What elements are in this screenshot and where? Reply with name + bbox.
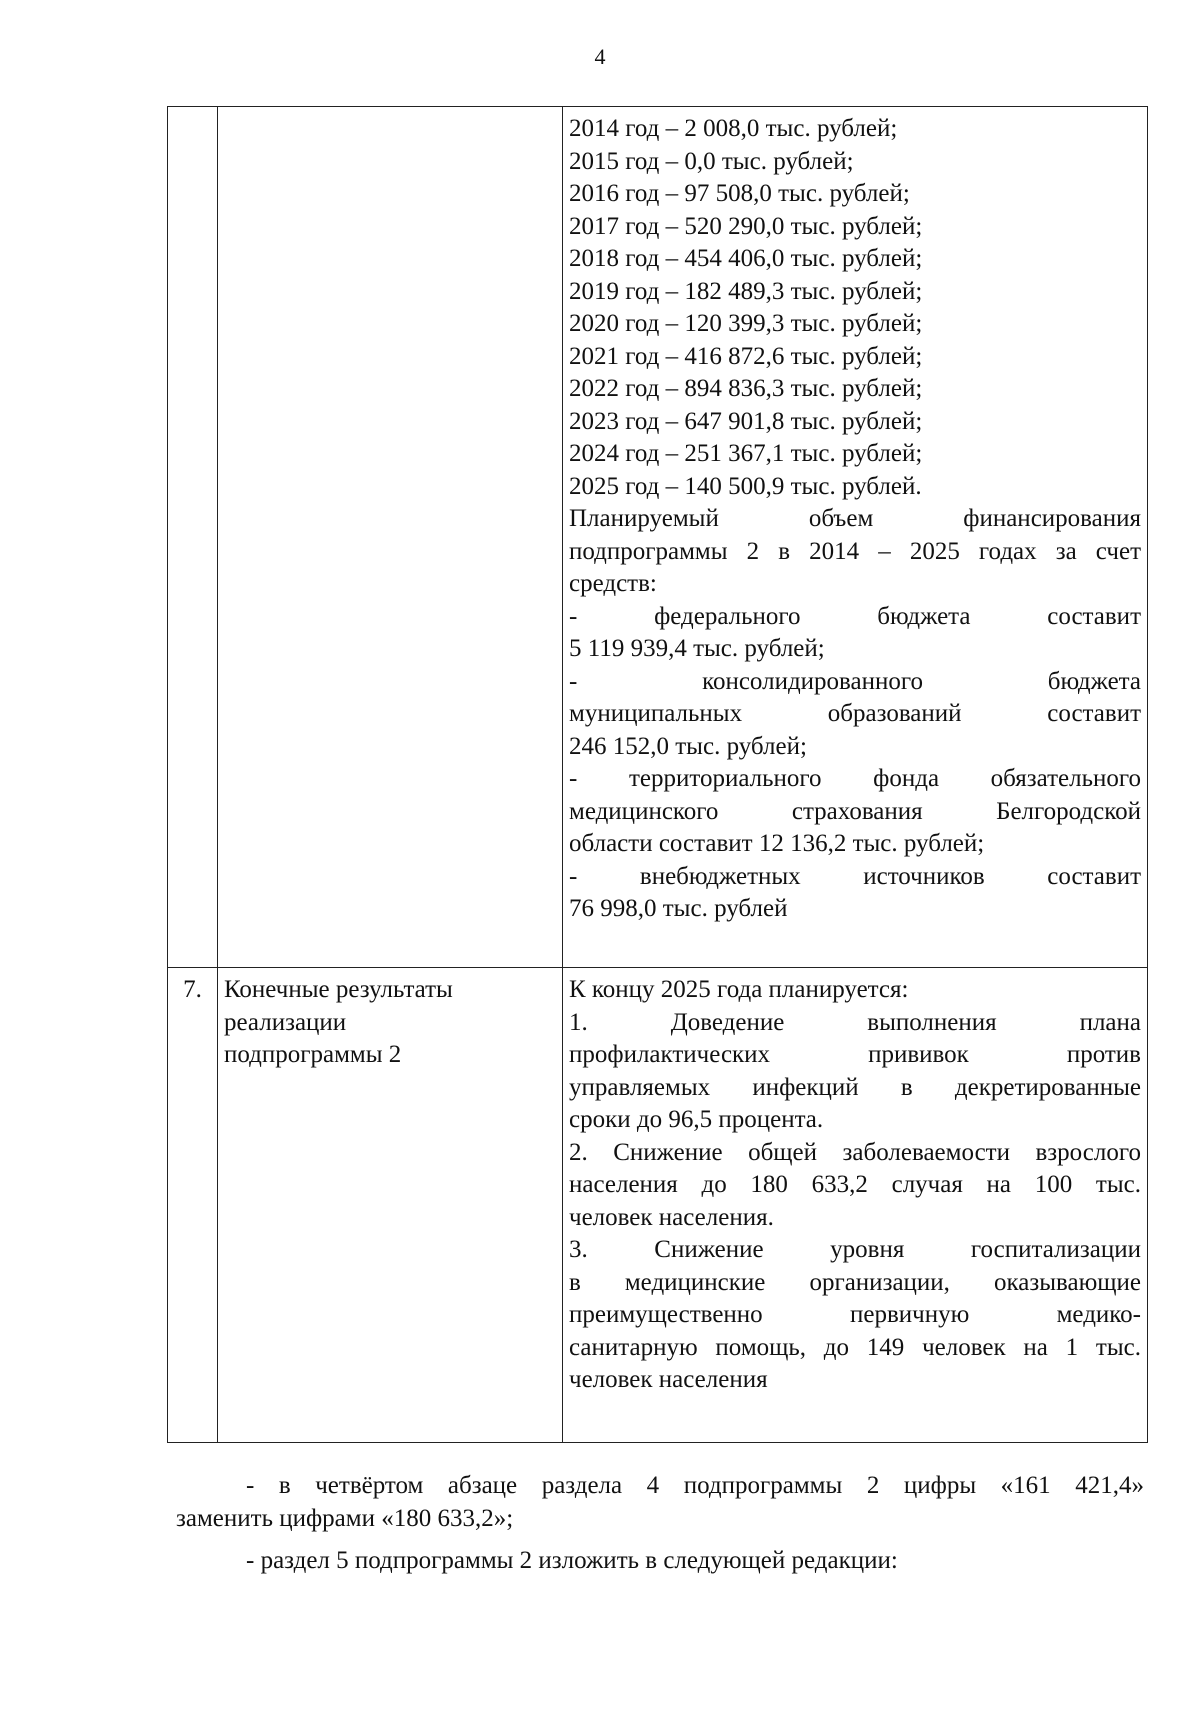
result-line: в медицинские организации, оказывающие [569, 1268, 1141, 1296]
funding-line: - территориального фонда обязательного [569, 765, 1141, 792]
label-line: Конечные результаты [224, 976, 453, 1003]
year-funding-line: 2025 год – 140 500,9 тыс. рублей. [569, 472, 922, 500]
funding-cell [563, 107, 1148, 968]
table-row [168, 107, 1148, 968]
year-funding-line: 2020 год – 120 399,3 тыс. рублей; [569, 310, 923, 337]
funding-line: медицинского страхования Белгородской [569, 797, 1141, 825]
year-funding-line: 2016 год – 97 508,0 тыс. рублей; [569, 180, 910, 207]
row-label [218, 107, 563, 968]
page-number: 4 [594, 44, 606, 69]
amendment-paragraph-2 [246, 1545, 1200, 1578]
year-funding-line: 2021 год – 416 872,6 тыс. рублей; [569, 342, 923, 370]
result-line: 2. Снижение общей заболеваемости взрослого [569, 1138, 1141, 1166]
year-funding-line: 2014 год – 2 008,0 тыс. рублей; [569, 115, 898, 142]
table-row [168, 968, 1148, 1443]
amendment-line: - раздел 5 подпрограммы 2 изложить в следующей редакции: [246, 1547, 898, 1574]
label-line: подпрограммы 2 [224, 1041, 402, 1068]
year-funding-line: 2015 год – 0,0 тыс. рублей; [569, 147, 854, 175]
year-funding-line: 2019 год – 182 489,3 тыс. рублей; [569, 277, 923, 305]
result-line: человек населения [569, 1366, 768, 1393]
funding-line: области составит 12 136,2 тыс. рублей; [569, 830, 985, 857]
funding-line: муниципальных образований составит [569, 700, 1141, 727]
results-cell [563, 968, 1148, 1443]
result-line: преимущественно первичную медико- [569, 1301, 1141, 1328]
funding-line: 5 119 939,4 тыс. рублей; [569, 635, 825, 662]
funding-sources-text [569, 503, 1141, 926]
result-line: 3. Снижение уровня госпитализации [569, 1236, 1141, 1263]
row-number: 7. [168, 968, 218, 1443]
year-funding-line: 2024 год – 251 367,1 тыс. рублей; [569, 440, 923, 467]
result-line: управляемых инфекций в декретированные [569, 1073, 1141, 1101]
yearly-funding-list [569, 113, 1141, 503]
year-funding-line: 2022 год – 894 836,3 тыс. рублей; [569, 375, 923, 402]
passport-table [167, 106, 1148, 1443]
result-line: К концу 2025 года планируется: [569, 976, 909, 1003]
funding-line: - консолидированного бюджета [569, 667, 1141, 695]
row-label [218, 968, 563, 1443]
result-line: человек населения. [569, 1203, 774, 1231]
result-line: сроки до 96,5 процента. [569, 1106, 824, 1133]
year-funding-line: 2018 год – 454 406,0 тыс. рублей; [569, 245, 923, 272]
results-text [569, 974, 1141, 1397]
result-line: 1. Доведение выполнения плана [569, 1008, 1141, 1036]
funding-line: средств: [569, 570, 657, 597]
amendment-paragraph-1 [176, 1470, 1144, 1503]
funding-line: подпрограммы 2 в 2014 – 2025 годах за счет [569, 537, 1141, 565]
funding-line: - федерального бюджета составит [569, 602, 1141, 630]
row-number [168, 107, 218, 968]
amendment-line: - в четвёртом абзаце раздела 4 подпрограммы 2 цифры «161 421,4» [246, 1472, 1144, 1499]
funding-line: 246 152,0 тыс. рублей; [569, 732, 807, 760]
year-funding-line: 2017 год – 520 290,0 тыс. рублей; [569, 212, 923, 240]
funding-line: - внебюджетных источников составит [569, 862, 1141, 890]
amendment-paragraph-1-cont [176, 1503, 1144, 1536]
label-line: реализации [224, 1008, 347, 1036]
amendment-line: заменить цифрами «180 633,2»; [176, 1505, 514, 1532]
results-label [224, 974, 556, 1072]
result-line: населения до 180 633,2 случая на 100 тыс. [569, 1171, 1141, 1198]
result-line: профилактических прививок против [569, 1041, 1141, 1068]
year-funding-line: 2023 год – 647 901,8 тыс. рублей; [569, 407, 923, 435]
funding-line: 76 998,0 тыс. рублей [569, 895, 788, 922]
funding-line: Планируемый объем финансирования [569, 505, 1141, 532]
result-line: санитарную помощь, до 149 человек на 1 тыс. [569, 1333, 1141, 1361]
